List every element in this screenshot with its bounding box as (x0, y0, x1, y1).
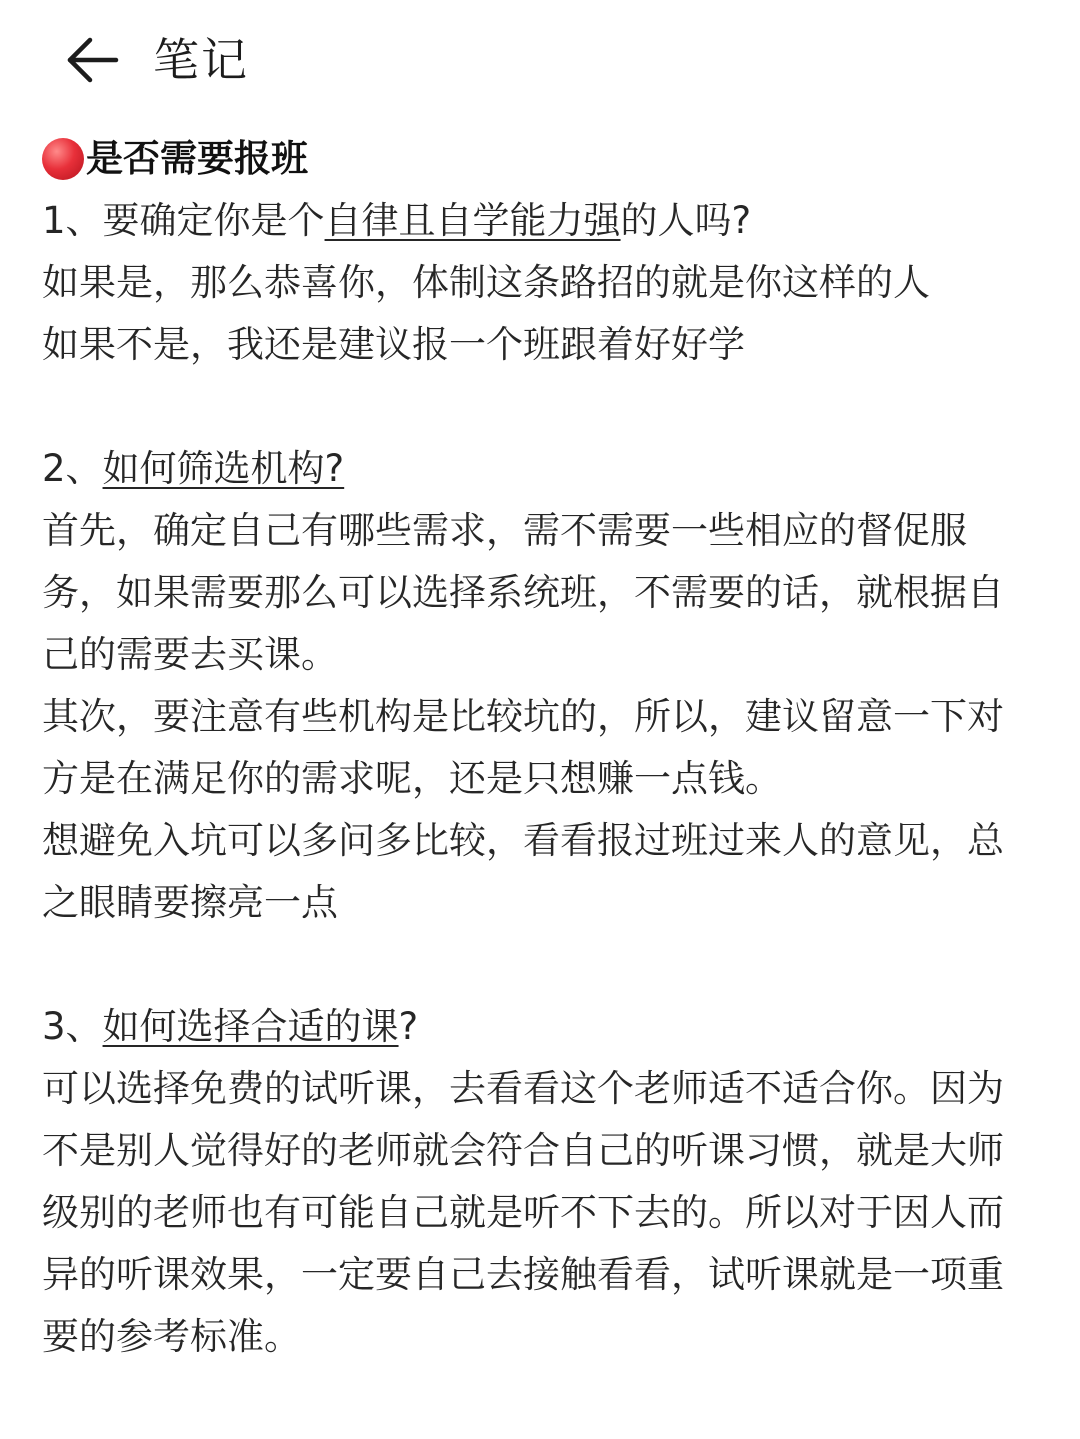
spacer (42, 934, 1042, 996)
paragraph-line: 务，如果需要那么可以选择系统班，不需要的话，就根据自 (42, 571, 1004, 614)
section-1-question (42, 190, 1042, 252)
paragraph-line: 要的参考标准。 (42, 1315, 301, 1358)
section-3-question (42, 996, 1042, 1058)
paragraph-line: 如果是，那么恭喜你，体制这条路招的就是你这样的人 (42, 261, 930, 304)
paragraph-line: 不是别人觉得好的老师就会符合自己的听课习惯，就是大师 (42, 1129, 1004, 1172)
question-prefix: 2、 (42, 447, 103, 490)
paragraph-line: 之眼睛要擦亮一点 (42, 881, 338, 924)
question-prefix: 1、要确定你是个 (42, 199, 325, 242)
paragraph-line: 级别的老师也有可能自己就是听不下去的。所以对于因人而 (42, 1191, 1004, 1234)
section-2-question (42, 438, 1042, 500)
paragraph-line: 首先，确定自己有哪些需求，需不需要一些相应的督促服 (42, 509, 967, 552)
top-app-bar (0, 0, 1080, 120)
page-title: 笔记 (153, 33, 249, 87)
paragraph-line: 想避免入坑可以多问多比较，看看报过班过来人的意见，总 (42, 819, 1004, 862)
back-button[interactable] (58, 28, 128, 92)
underlined-text: 如何筛选机构? (102, 447, 345, 490)
heading-text: 是否需要报班 (86, 137, 308, 180)
red-circle-icon (42, 138, 84, 180)
question-suffix: ? (398, 1005, 419, 1048)
question-suffix: 的人吗? (620, 199, 752, 242)
paragraph-line: 方是在满足你的需求呢，还是只想赚一点钱。 (42, 757, 782, 800)
arrow-left-icon (58, 28, 128, 92)
note-body (42, 128, 1042, 1368)
paragraph-line: 其次，要注意有些机构是比较坑的，所以，建议留意一下对 (42, 695, 1004, 738)
underlined-text: 如何选择合适的课 (102, 1005, 399, 1048)
paragraph-line: 异的听课效果，一定要自己去接触看看，试听课就是一项重 (42, 1253, 1004, 1296)
paragraph-line: 如果不是，我还是建议报一个班跟着好好学 (42, 323, 745, 366)
paragraph-line: 可以选择免费的试听课，去看看这个老师适不适合你。因为 (42, 1067, 1004, 1110)
spacer (42, 376, 1042, 438)
note-heading (42, 128, 1042, 190)
underlined-text: 自律且自学能力强 (324, 199, 621, 242)
paragraph-line: 己的需要去买课。 (42, 633, 338, 676)
question-prefix: 3、 (42, 1005, 103, 1048)
